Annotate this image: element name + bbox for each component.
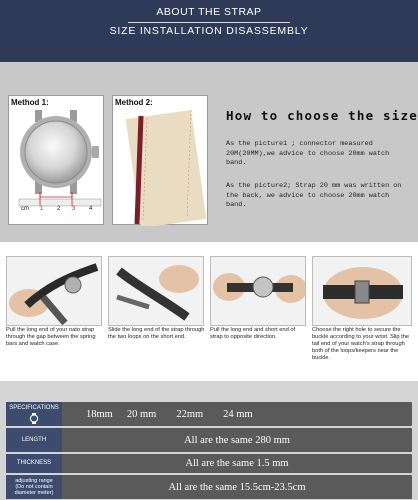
length-label: LENGTH: [6, 428, 62, 452]
size-option: 18mm: [86, 408, 113, 420]
method-2-instructions: As the picture2; Strap 20 mm was written on the back, we advice to choose 20mm watch band.: [226, 182, 402, 210]
adjusting-range-label: [6, 475, 62, 499]
ruler-tick: 1: [40, 206, 44, 212]
method-2-panel: [112, 95, 208, 225]
step-3-caption: Pull the long end and short end of strap to opposite direction.: [210, 327, 296, 340]
step-4-caption: Choose the right hole to secure the buckle according to your wrist. Slip the tail end of your watch's strap through both of the loops/keepers near the buckle.: [312, 327, 410, 361]
method-1-label: Method 1:: [11, 98, 49, 107]
spec-row-sizes: [6, 402, 412, 426]
step-4-image: [312, 256, 412, 326]
method-2-label: Method 2:: [115, 98, 153, 107]
step-1-image: [6, 256, 102, 326]
adjusting-range-label-line: (Do not contain: [15, 484, 53, 490]
spec-row-thickness: [6, 454, 412, 473]
step-1-caption: Pull the long end of your nato strap through the gap between the spring bars and watch case.: [6, 327, 96, 347]
spec-row-length: [6, 428, 412, 452]
banner-title: ABOUT THE STRAP: [156, 6, 262, 18]
hand-strap-icon: [109, 257, 204, 326]
how-to-heading: How to choose the size: [226, 108, 418, 123]
watch-icon: [26, 413, 42, 424]
thickness-label: THICKNESS: [6, 454, 62, 473]
step-2-caption: Slide the long end of the strap through the two loops on the short end.: [108, 327, 205, 340]
size-options: [86, 402, 267, 426]
specifications-label: [6, 402, 62, 426]
step-3-image: [210, 256, 306, 326]
ruler-unit: cm: [21, 206, 29, 212]
specifications-label-text: SPECIFICATIONS: [9, 404, 59, 411]
header-banner: [0, 0, 418, 62]
wrist-strap-icon: [313, 257, 412, 326]
size-option: 20 mm: [126, 408, 157, 420]
hand-strap-icon: [7, 257, 102, 326]
ruler-tick: 4: [89, 206, 93, 212]
ruler-tick: 2: [57, 206, 61, 212]
spec-row-adjusting-range: [6, 475, 412, 499]
adjusting-range-value: All are the same 15.5cm-23.5cm: [168, 481, 306, 493]
length-value: All are the same 280 mm: [184, 434, 290, 446]
method-1-panel: [8, 95, 104, 225]
size-option: 22mm: [176, 408, 204, 420]
thickness-value: All are the same 1.5 mm: [185, 458, 289, 469]
banner-subtitle: SIZE INSTALLATION DISASSEMBLY: [109, 25, 309, 37]
adjusting-range-label-line: adjusting range: [15, 478, 53, 484]
strap-back-illustration: [113, 96, 209, 226]
banner-divider: [128, 22, 290, 23]
size-option: 24 mm: [223, 408, 253, 420]
adjusting-range-label-line: diameter meter): [14, 490, 54, 496]
step-2-image: [108, 256, 204, 326]
hand-strap-icon: [211, 257, 306, 326]
ruler-tick: 3: [72, 206, 76, 212]
method-1-instructions: As the picture1 ; connector measured 20M(20MM),we advice to choose 20mm watch band.: [226, 140, 390, 168]
